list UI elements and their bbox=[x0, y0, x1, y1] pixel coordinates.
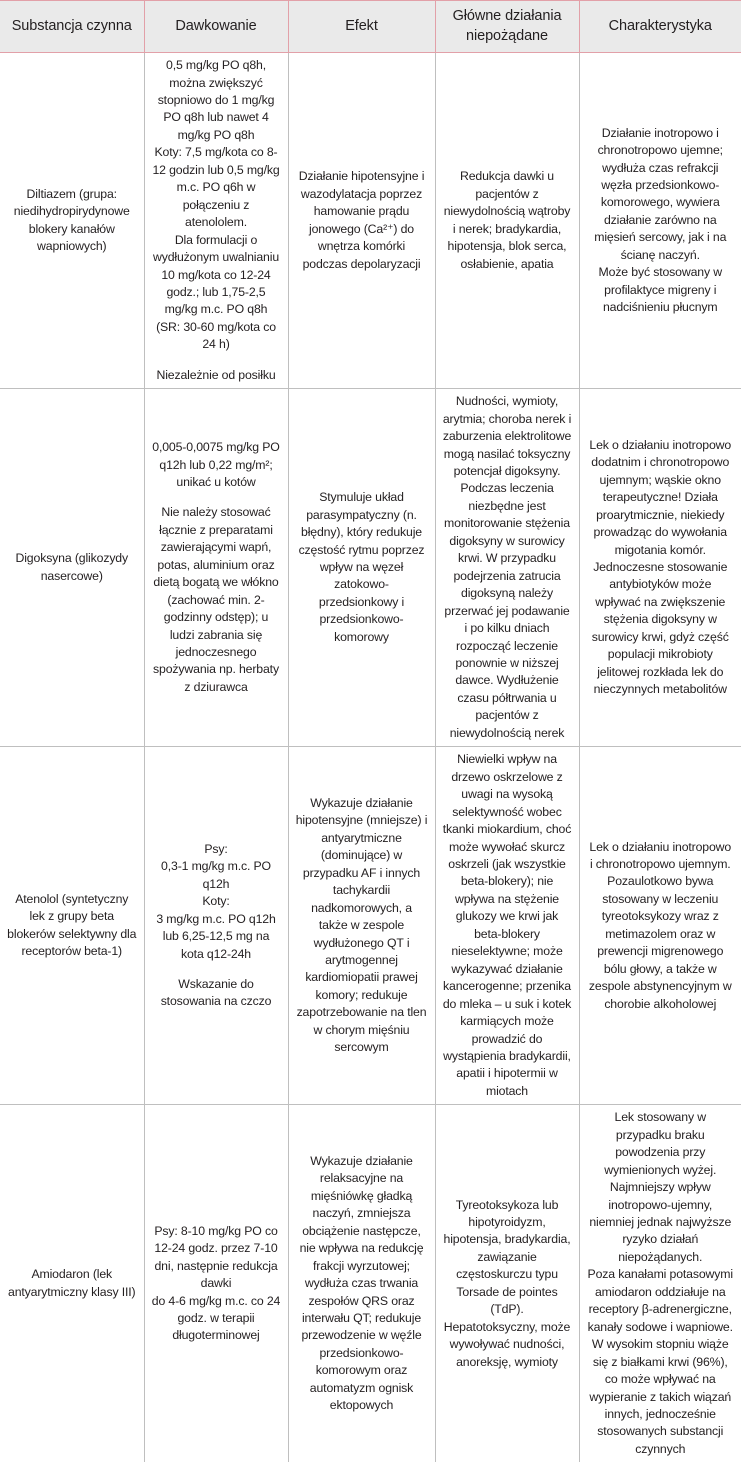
cell-dosage bbox=[144, 1105, 288, 1462]
characteristics-text: Lek o działaniu inotropowo i chronotropowo ujemnym. Pozaulotkowo bywa stosowany w leczeniu tyreotoksykozy wraz z metimazolem oraz w prewencji migrenowego bólu głowy, a także w zespole abstynencyjnym w chorobie alkoholowej bbox=[588, 839, 732, 1011]
dosage-note: Wskazanie do stosowania na czczo bbox=[160, 976, 272, 1009]
dosage-text: Psy: 8-10 mg/kg PO co 12-24 godz. przez 7-10 dni, następnie redukcja dawki do 4-6 mg/kg m.c. co 24 godz. w terapii długoterminowej bbox=[151, 1223, 281, 1343]
table-row bbox=[0, 389, 741, 747]
table-body bbox=[0, 53, 741, 1462]
effect-text: Stymuluje układ parasympatyczny (n. błędny), który redukuje częstość rytmu poprzez wpływ na węzeł zatokowo-przedsionkowy i przedsionkowo-komorowy bbox=[298, 490, 425, 644]
dosage-text: Psy: 0,3-1 mg/kg m.c. PO q12h Koty: 3 mg/kg m.c. PO q12h lub 6,25-12,5 mg na kota q12-24h bbox=[156, 841, 276, 961]
table-row bbox=[0, 747, 741, 1105]
adverse-text: Nudności, wymioty, arytmia; choroba nerek i zaburzenia elektrolitowe mogą nasilać toksyczny potencjał digoksyny. Podczas leczenia niezbędne jest monitorowanie stężenia digoksyny w surowicy krwi. W przypadku podejrzenia zatrucia digoksyną należy przerwać jej podawanie i po kilku dniach rozpocząć leczenie ponownie w niższej dawce. Wydłużenie czasu półtrwania u pacjentów z niewydolnością nerek bbox=[442, 394, 572, 740]
cell-adverse-effects bbox=[435, 1105, 579, 1462]
cell-substance bbox=[0, 1105, 144, 1462]
cell-characteristics bbox=[579, 1105, 741, 1462]
effect-text: Wykazuje działanie hipotensyjne (mniejsze) i antyarytmiczne (dominujące) w przypadku AF i innych tachykardii nadkomorowych, a także w zespole wydłużonego QT i arytmogennej kardiomiopatii prawej komory; redukuje zapotrzebowanie na tlen w chorym mięśniu sercowym bbox=[295, 795, 428, 1055]
cell-adverse-effects bbox=[435, 389, 579, 747]
cell-adverse-effects bbox=[435, 53, 579, 389]
characteristics-text: Lek o działaniu inotropowo dodatnim i chronotropowo ujemnym; wąskie okno terapeutyczne! Działa proarytmicznie, niekiedy prowadząc do wywołania migotania komór. Jednoczesne stosowanie antybiotyków może wpływać na zwiększenie stężenia digoksyny w surowicy krwi, gdyż część populacji mikrobioty jelitowej rozkłada lek do nieczynnych metabolitów bbox=[589, 437, 732, 697]
dosage-text: 0,5 mg/kg PO q8h, można zwiększyć stopniowo do 1 mg/kg PO q8h lub nawet 4 mg/kg PO q8h Koty: 7,5 mg/kota co 8-12 godzin lub 0,5 mg/kg m.c. PO q6h w połączeniu z atenololem. Dla formulacji o wydłużonym uwalnianiu 10 mg/kota co 12-24 godz.; lub 1,75-2,5 mg/kg m.c. PO q8h (SR: 30-60 mg/kota co 24 h) bbox=[152, 58, 280, 352]
cell-effect bbox=[288, 747, 435, 1105]
dosage-note: Niezależnie od posiłku bbox=[156, 367, 276, 382]
effect-text: Działanie hipotensyjne i wazodylatacja poprzez hamowanie prądu jonowego (Ca²⁺) do wnętrza komórki podczas depolaryzacji bbox=[298, 169, 425, 271]
adverse-text: Tyreotoksykoza lub hipotyroidyzm, hipotensja, bradykardia, zawiązanie częstoskurczu typu Torsade de pointes (TdP). Hepatotoksyczny, może wywoływać nudności, anoreksję, wymioty bbox=[443, 1197, 571, 1369]
characteristics-text: Działanie inotropowo i chronotropowo ujemne; wydłuża czas refrakcji węzła przedsionkowo-komorowego, wywiera działanie zarówno na mięsień sercowy, jak i na ścianę naczyń. Może być stosowany w profilaktyce migreny i nadciśnieniu płucnym bbox=[594, 125, 727, 315]
cell-effect bbox=[288, 1105, 435, 1462]
column-header-adverse-effects: Główne działania niepożądane bbox=[435, 1, 579, 53]
dosage-note: Nie należy stosować łącznie z preparatami zawierającymi wapń, potas, aluminium oraz dietą bogatą we włókno (zachować min. 2-godzinny odstęp); u ludzi zabrania się jednoczesnego spożywania np. herbaty z dziurawca bbox=[153, 505, 279, 694]
effect-text: Wykazuje działanie relaksacyjne na mięśniówkę gładką naczyń, zmniejsza obciążenie następcze, nie wpływa na redukcję frakcji wyrzutowej; wydłuża czas trwania zespołów QRS oraz interwału QT; redukuje przewodzenie w węźle przedsionkowo-komorowym oraz automatyzm ognisk ektopowych bbox=[299, 1153, 424, 1413]
column-header-substance: Substancja czynna bbox=[0, 1, 144, 53]
cell-substance bbox=[0, 747, 144, 1105]
column-header-effect: Efekt bbox=[288, 1, 435, 53]
adverse-text: Niewielki wpływ na drzewo oskrzelowe z uwagi na wysoką selektywność wobec tkanki miokardium, choć może wywołać skurcz oskrzeli (jak wszystkie beta-blokery); nie wpływa na stężenie glukozy we krwi jak beta-blokery nieselektywne; może wykazywać działanie kancerogenne; przenika do mleka – u suk i kotek karmiących może prowadzić do wystąpienia bradykardii, apatii i hipotermii w miotach bbox=[442, 752, 572, 1098]
table-row bbox=[0, 1105, 741, 1462]
cell-dosage bbox=[144, 53, 288, 389]
column-header-characteristics: Charakterystyka bbox=[579, 1, 741, 53]
substance-name: Amiodaron (lek antyarytmiczny klasy III) bbox=[8, 1267, 136, 1299]
table-header bbox=[0, 1, 741, 53]
table-row bbox=[0, 53, 741, 389]
cell-dosage bbox=[144, 747, 288, 1105]
column-header-dosage: Dawkowanie bbox=[144, 1, 288, 53]
cell-effect bbox=[288, 389, 435, 747]
substance-name: Diltiazem (grupa: niedihydropirydynowe blokery kanałów wapniowych) bbox=[13, 186, 130, 254]
substance-name: Atenolol (syntetyczny lek z grupy beta blokerów selektywny dla receptorów beta-1) bbox=[7, 891, 137, 959]
substance-name: Digoksyna (glikozydy nasercowe) bbox=[15, 551, 128, 583]
cell-characteristics bbox=[579, 389, 741, 747]
cell-characteristics bbox=[579, 53, 741, 389]
cell-effect bbox=[288, 53, 435, 389]
adverse-text: Redukcja dawki u pacjentów z niewydolnością wątroby i nerek; bradykardia, hipotensja, blok serca, osłabienie, apatia bbox=[443, 169, 571, 271]
characteristics-text: Lek stosowany w przypadku braku powodzenia przy wymienionych wyżej. Najmniejszy wpływ inotropowo-ujemny, niemniej jednak najwyższe ryzyko działań niepożądanych. Poza kanałami potasowymi amiodaron oddziałuje na receptory β-adrenergiczne, kanały sodowe i wapniowe. W wysokim stopniu wiąże się z białkami krwi (96%), co może wpływać na wypieranie z takich wiązań innych, jednocześnie stosowanych substancji czynnych bbox=[587, 1110, 733, 1456]
header-row bbox=[0, 1, 741, 53]
cell-substance bbox=[0, 389, 144, 747]
cell-characteristics bbox=[579, 747, 741, 1105]
dosage-text: 0,005-0,0075 mg/kg PO q12h lub 0,22 mg/m²; unikać u kotów bbox=[152, 440, 280, 489]
cell-dosage bbox=[144, 389, 288, 747]
cell-substance bbox=[0, 53, 144, 389]
cell-adverse-effects bbox=[435, 747, 579, 1105]
